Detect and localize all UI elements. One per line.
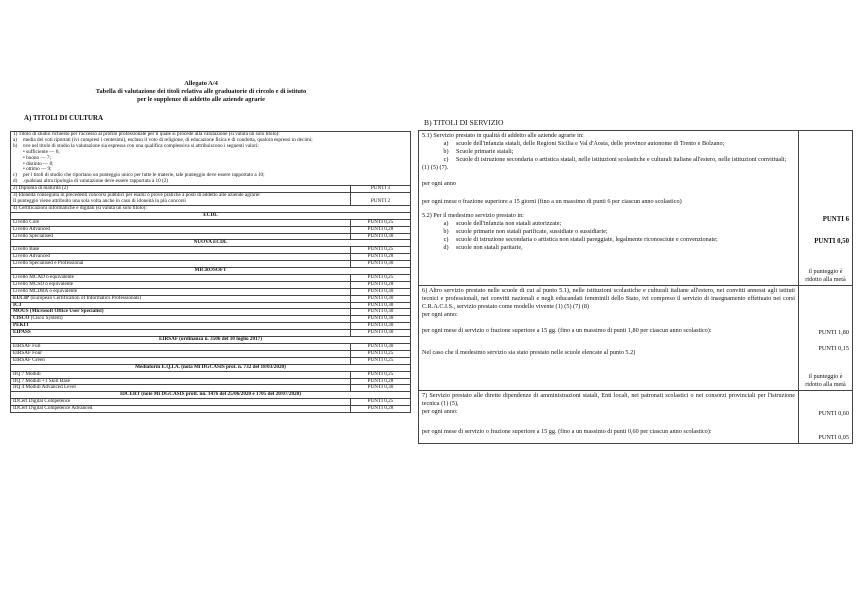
table-row <box>11 193 411 206</box>
header-line2: Tabella di valutazione dei titoli relativa alle graduatorie di circolo e di istituto <box>95 88 307 95</box>
cert-name-text: EUCIP <box>13 294 30 301</box>
table-titoli-servizio <box>418 130 853 444</box>
cert-points: PUNTI 0,30 <box>351 295 411 302</box>
s52-title: 5.2) Per il medesimo servizio prestato in: <box>422 212 524 219</box>
list-item <box>422 228 795 236</box>
cert-points: PUNTI 0,30 <box>351 344 411 351</box>
list-item-key: c) <box>443 236 449 243</box>
list-item-key: c) <box>443 156 449 163</box>
cert-name-text: Livello Base <box>13 246 40 253</box>
header-line1: Allegato A/4 <box>184 80 218 87</box>
cert-name <box>11 219 351 226</box>
list-item-text: scuole dell'infanzia statali, delle Regioni Sicilia e Val d'Aosta, delle province autonome di Trento e Bolzano; <box>456 140 725 147</box>
cert-name-text: EIRSAF Full <box>13 343 41 349</box>
cert-name-text: IIQ 7 Moduli +1 Skill Base <box>13 377 70 384</box>
table-row <box>419 391 853 444</box>
s6-points-mese: PUNTI 0,15 <box>818 345 849 352</box>
t1-b-key: b) <box>13 142 18 149</box>
idoneita-label <box>11 193 351 206</box>
header-line3: per le supplenze di addetto alle aziende agrarie <box>137 96 265 103</box>
t1-b1: sufficiente — 6; <box>26 148 60 155</box>
cert-points: PUNTI 0,25 <box>351 274 411 281</box>
list-item-text: Scuole di istruzione secondaria o artistica statali, nelle istituzioni scolastiche e culturali italiane all'estero, nelle istituzioni convittuali; <box>456 156 787 163</box>
list-item-key: b) <box>443 228 449 235</box>
section-b-title: B) TITOLI DI SERVIZIO <box>424 118 504 127</box>
s6-points-case: il punteggio è ridotto alla metà <box>805 373 846 388</box>
cert-name-text: Livello MCDBA o equivalente <box>13 287 78 294</box>
cert-points: PUNTI 0,28 <box>351 406 411 413</box>
document-header <box>0 80 402 104</box>
list-item-key: b) <box>443 148 449 155</box>
cert-name <box>11 261 351 268</box>
certificazioni-label: 4) Certificazioni informatiche e digitali (si valuta un solo titolo): <box>11 205 411 212</box>
t1-c-key: c) <box>13 172 18 179</box>
cert-name <box>11 295 351 302</box>
cert-points: PUNTI 0,25 <box>351 247 411 254</box>
cert-points: PUNTI 0,30 <box>351 316 411 323</box>
cert-points: PUNTI 0,30 <box>351 323 411 330</box>
s51-title: 5.1) Servizio prestato in qualità di addetto alle aziende agrarie in: <box>422 132 584 139</box>
s7-title: 7) Servizio prestato alle dirette dipendenze di amministrazioni statali, Enti locali, nei patronati scolastici o nei consorzi provinciali per l'istruzione tecnica (1) (5), <box>422 392 795 407</box>
s51-points-anno: PUNTI 6 <box>822 216 849 223</box>
cert-group-title: Mediaform E.Q.I.A. (nota Mi DGCASIS prot. n. 732 del 18/03/2020) <box>11 364 411 371</box>
cert-name-extra: (European Certification of Informatics Professionals) <box>30 294 142 301</box>
list-item-text: scuole dell'infanzia non statali autorizzate; <box>456 220 562 227</box>
table-row <box>419 286 853 391</box>
cert-name <box>11 226 351 233</box>
list-item <box>422 148 795 156</box>
cert-name <box>11 316 351 323</box>
cert-name-text: Livello Specialised e Professional <box>13 260 84 267</box>
cert-name <box>11 406 351 413</box>
cert-points: PUNTI 0,28 <box>351 226 411 233</box>
table-row <box>11 295 411 302</box>
servizio-7-points <box>799 391 853 444</box>
cert-group-title: EIRSAF (ordinanza n. 3506 del 10 luglio 2017) <box>11 337 411 344</box>
list-item <box>422 244 795 252</box>
list-item <box>422 140 795 148</box>
cert-points: PUNTI 0,25 <box>351 219 411 226</box>
table-row <box>419 131 853 286</box>
table-row <box>11 226 411 233</box>
s51-ogni-mese: per ogni mese o frazione superiore a 15 giorni (fino a un massimo di punti 6 per ciascun anno scolastico) <box>422 198 682 205</box>
cert-points: PUNTI 0,30 <box>351 385 411 392</box>
table-row <box>11 132 411 186</box>
t1-b4: ottimo — 9; <box>26 166 52 173</box>
t1-d: .qualsiasi altra tipologia di valutazione deve essere rapportata a 10 (2) <box>23 178 169 185</box>
table-row <box>11 247 411 254</box>
table-row <box>11 309 411 316</box>
cert-name-text: Livello Core <box>13 218 40 225</box>
list-item-key: d) <box>443 244 449 251</box>
list-item-text: scuole primarie non statali parificate, sussidiate o sussidiarie; <box>456 228 608 235</box>
cert-points: PUNTI 0,28 <box>351 254 411 261</box>
cert-name-text: EIRSAF Four <box>13 349 42 356</box>
cert-group-title: IDCERT (note Mi DGCASIS prott. nn. 1476 del 25/06/2020 e 1705 del 20/07/2020) <box>11 392 411 399</box>
servizio-6-points <box>799 286 853 391</box>
cert-points: PUNTI 0,25 <box>351 350 411 357</box>
cert-points: PUNTI 0,30 <box>351 233 411 240</box>
diploma-label: 2) Diploma di maturità (2) <box>11 186 351 193</box>
cert-name <box>11 344 351 351</box>
list-item <box>422 236 795 244</box>
cert-name-text: IDCert Digital Competence <box>13 398 71 405</box>
cert-points: PUNTI 0,28 <box>351 378 411 385</box>
cert-name-text: Livello MCAD o equivalente <box>13 273 74 280</box>
table-row <box>11 344 411 351</box>
s6-title: 6) Altro servizio prestato nelle scuole di cui al punto 5.1), nelle istituzioni scolastiche e culturali italiane all'estero, nei convitti annessi agli istituti tecnici e professionali, nei convitti nazionali e negli educandati femminili dello Stato, ivi compreso il servizio di insegnamento effettuato nei corsi C.R.A.C.I.S., servizio prestato come modello vivente (1) (5) (7) (8) <box>422 287 795 310</box>
cert-points: PUNTI 0,30 <box>351 302 411 309</box>
list-item <box>422 220 795 228</box>
section-a-title: A) TITOLI DI CULTURA <box>24 114 104 122</box>
diploma-points: PUNTI 3 <box>351 186 411 193</box>
cert-name-text: IC3 <box>13 301 22 308</box>
s6-anno: per ogni anno: <box>422 311 458 318</box>
cert-name <box>11 233 351 240</box>
cert-points: PUNTI 0,25 <box>351 357 411 364</box>
t1-c: per i titoli di studio che riportano un punteggio unico per tutte le materie, tale punteggio deve essere rapportato a 10; <box>23 172 265 179</box>
table-row <box>11 219 411 226</box>
t1-b: ove nel titolo di studio la valutazione sia espressa con una qualifica complessiva si attribuiscono i seguenti valori: <box>23 142 259 149</box>
table-row <box>11 323 411 330</box>
t1-b3: distinto — 8; <box>26 160 54 167</box>
list-item-text: Scuole primarie statali; <box>456 148 514 155</box>
s7-anno: per ogni anno: <box>422 408 458 415</box>
cert-name-text: IIQ 4 Moduli Advanced Level <box>13 384 76 391</box>
cert-name <box>11 350 351 357</box>
cert-name-text: Livello Advanced <box>13 253 51 260</box>
cert-name-extra: (Cisco System) <box>30 315 63 322</box>
s6-mese: per ogni mese di servizio o frazione superiore a 15 gg. (fino a un massimo di punti 1,80 per ciascun anno scolastico): <box>422 327 712 334</box>
cert-points: PUNTI 0,25 <box>351 371 411 378</box>
table-row <box>11 406 411 413</box>
table-row <box>11 316 411 323</box>
cert-name-text: EIPASS <box>13 329 31 336</box>
cert-name-text: IDCert Digital Competence Advanced <box>13 405 93 412</box>
cert-points: PUNTI 0,30 <box>351 309 411 316</box>
t1-b2: buono — 7; <box>26 154 51 161</box>
list-item <box>422 156 795 164</box>
cert-points: PUNTI 0,30 <box>351 261 411 268</box>
idoneita-b: Il punteggio viene attribuito una sola volta anche in caso di idoneità in più concorsi <box>13 197 186 204</box>
cert-group-title: MICROSOFT <box>11 268 411 275</box>
s7-mese: per ogni mese di servizio o frazione superiore a 15 gg. (fino a un massimo di punti 0,60 per ciascun anno scolastico): <box>422 428 712 435</box>
cert-points: PUNTI 0,30 <box>351 330 411 337</box>
cert-points: PUNTI 0,28 <box>351 281 411 288</box>
cert-name <box>11 323 351 330</box>
idoneita-a: 3) Idoneità conseguita in precedenti concorsi pubblici per esami o prove pratiche a posti di addetto alle aziende agrarie: <box>13 192 261 199</box>
cert-name-text: CISCO <box>13 315 30 322</box>
servizio-51-cell <box>419 131 799 286</box>
list-item-key: a) <box>443 140 449 147</box>
cert-name-text: IIQ 7 Moduli <box>13 370 41 377</box>
t1-a-key: a) <box>13 136 18 143</box>
t1-intro: 1) Titolo di studio richiesto per l'accesso al profilo professionale per il quale si procede alla valutazione (si valuta un solo titolo): <box>13 131 280 137</box>
servizio-7-cell <box>419 391 799 444</box>
cert-name-text: Livello Advanced <box>13 225 51 232</box>
s51-note: (1) (5) (7). <box>422 164 449 171</box>
table-row <box>11 212 411 219</box>
cert-name-text: PEKIT <box>13 322 30 329</box>
t1-d-key: d) <box>13 178 18 185</box>
s7-points-mese: PUNTI 0,05 <box>818 434 849 441</box>
cert-name-text: EIRSAF Green <box>13 356 45 363</box>
idoneita-points: PUNTI 2 <box>351 193 411 206</box>
list-item-key: a) <box>443 220 449 227</box>
s52-points: il punteggio è ridotto alla metà <box>805 268 846 283</box>
list-item-text: scuole di istruzione secondaria o artistica non statali pareggiate, legalmente riconosciute e convenzionate; <box>456 236 718 243</box>
s51-points-mese: PUNTI 0,50 <box>814 238 849 245</box>
table-row <box>11 364 411 371</box>
table-row <box>11 371 411 378</box>
table-row <box>11 350 411 357</box>
servizio-6-cell <box>419 286 799 391</box>
table-row <box>11 392 411 399</box>
cert-points: PUNTI 0,25 <box>351 399 411 406</box>
cert-group-title: NUOVA ECDL <box>11 240 411 247</box>
cert-name-text: Livello MCSD o equivalente <box>13 280 74 287</box>
s7-points-anno: PUNTI 0,60 <box>818 410 849 417</box>
cert-points: PUNTI 0,30 <box>351 288 411 295</box>
cert-group-title: ECDL <box>11 212 411 219</box>
cert-name-text: Livello Specialised <box>13 232 53 239</box>
titolo-studio-cell: 1) Titolo di studio richiesto per l'accesso al profilo professionale per il quale si procede alla valutazione (si valuta un solo titolo): a) media dei voti riportati (ivi compresi i centesimi), escluso il voto di religione, di educazione fisica e di condotta, qualora espressi in decimi; b) ove nel titolo di studio la valutazione sia espressa con una qualifica complessiva si attribuiscono i seguenti valori: • sufficiente — 6; • buono — 7; • distinto — 8; • ottimo — 9; c) per i titoli di studio che riportano un punteggio unico per tutte le materie, tale punteggio deve essere rapportato a 10; d) .qualsiasi altra tipologia di valutazione deve essere rapportata a 10 (2) <box>11 132 411 186</box>
table-row <box>11 240 411 247</box>
s51-ogni-anno: per ogni anno <box>422 180 457 187</box>
list-item-text: scuole non statali paritarie, <box>456 244 523 251</box>
table-row <box>11 337 411 344</box>
cert-name-text: MOUS (Microsoft Office User Specialist) <box>13 308 104 315</box>
t1-a: media dei voti riportati (ivi compresi i centesimi), escluso il voto di religione, di educazione fisica e di condotta, qualora espressi in decimi; <box>23 136 313 143</box>
s6-points-anno: PUNTI 1,80 <box>818 329 849 336</box>
servizio-51-points <box>799 131 853 286</box>
table-titoli-cultura <box>10 131 411 413</box>
s6-case: Nel caso che il medesimo servizio sia stato prestato nelle scuole elencate al punto 5.2) <box>422 349 636 356</box>
cert-name <box>11 247 351 254</box>
